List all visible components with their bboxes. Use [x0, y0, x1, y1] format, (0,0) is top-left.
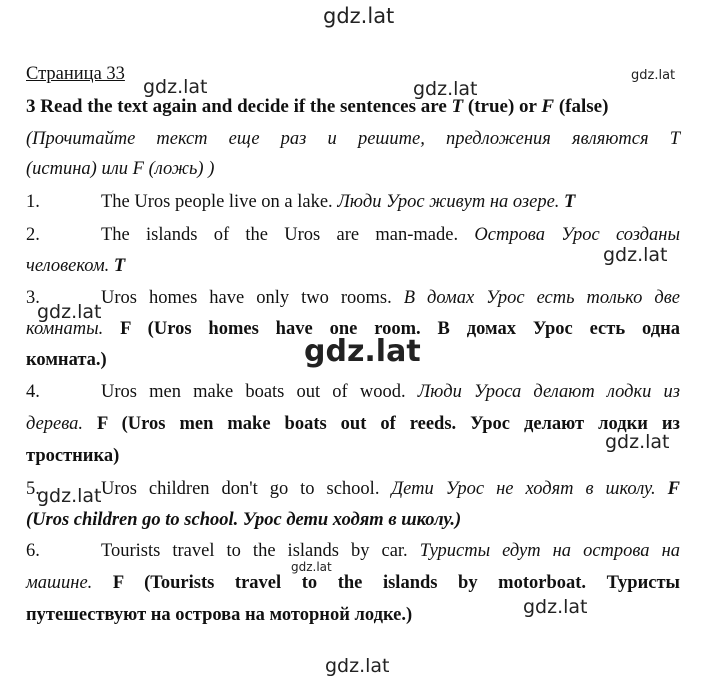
watermark: gdz.lat	[304, 334, 421, 369]
item-answer: T	[564, 192, 576, 212]
task-heading-text: 3 Read the text again and decide if the sentences are	[26, 96, 452, 117]
task-heading-text: (false)	[554, 96, 609, 117]
watermark: gdz.lat	[605, 431, 670, 453]
list-item	[26, 478, 680, 500]
watermark: gdz.lat	[323, 4, 395, 28]
item-translation: Туристы едут на острова на	[419, 541, 681, 561]
watermark: gdz.lat	[325, 655, 390, 677]
list-item	[26, 224, 680, 246]
task-translation-line: (Прочитайте текст еще раз и решите, предложения являются Т	[26, 129, 680, 149]
item-statement: The islands of the Uros are man-made.	[101, 225, 475, 245]
item-translation: Дети Урос не ходят в школу.	[391, 479, 668, 499]
item-translation: Острова Урос созданы	[474, 225, 680, 245]
task-heading	[26, 96, 680, 118]
watermark: gdz.lat	[291, 560, 332, 574]
watermark: gdz.lat	[413, 78, 478, 100]
watermark: gdz.lat	[37, 301, 102, 323]
list-item-continuation	[26, 318, 680, 340]
item-number: 2.	[26, 225, 40, 245]
task-translation-line: (истина) или F (ложь) )	[26, 159, 215, 179]
list-item-continuation	[26, 413, 680, 435]
item-statement: Uros homes have only two rooms.	[101, 288, 404, 308]
item-statement: Tourists travel to the islands by car.	[101, 541, 420, 561]
item-answer: F (Uros men make boats out of reeds. Урос делают лодки из	[97, 414, 680, 434]
item-statement: The Uros people live on a lake.	[101, 192, 338, 212]
list-item	[26, 191, 680, 213]
watermark: gdz.lat	[523, 596, 588, 618]
item-answer: F (Uros homes have one room. В домах Урос есть одна	[120, 319, 681, 339]
list-item-continuation: комната.)	[26, 350, 107, 370]
page-label-line	[26, 63, 680, 85]
item-translation: человеком.	[26, 256, 114, 276]
item-answer: T	[113, 256, 126, 276]
task-heading-text: (true) or	[463, 96, 542, 117]
watermark: gdz.lat	[37, 485, 102, 507]
item-translation: комнаты.	[26, 319, 121, 339]
item-translation: Люди Урос живут на озере.	[337, 192, 565, 212]
page-label: Страница 33	[26, 64, 125, 84]
item-statement: Uros men make boats out of wood.	[101, 382, 418, 402]
item-translation: машине.	[26, 573, 113, 593]
item-answer: F (Tourists travel to the islands by motorboat. Туристы	[112, 573, 680, 593]
list-item	[26, 381, 680, 403]
item-translation: В домах Урос есть только две	[403, 288, 680, 308]
list-item-continuation	[26, 255, 680, 277]
list-item	[26, 287, 680, 309]
list-item-continuation: (Uros children go to school. Урос дети ходят в школу.)	[26, 510, 462, 530]
list-item-continuation	[26, 572, 680, 594]
item-number: 3.	[26, 288, 40, 308]
list-item-continuation: тростника)	[26, 446, 120, 466]
list-item-continuation: путешествуют на острова на моторной лодке.)	[26, 605, 413, 625]
item-answer: F	[667, 479, 680, 499]
item-translation: дерева.	[26, 414, 98, 434]
item-translation: Люди Уроса делают лодки из	[417, 382, 680, 402]
item-number: 4.	[26, 382, 40, 402]
watermark: gdz.lat	[631, 68, 676, 83]
item-number: 6.	[26, 541, 40, 561]
item-number: 5.	[26, 479, 40, 499]
true-mark: T	[451, 96, 464, 117]
item-number: 1.	[26, 192, 40, 212]
false-mark: F	[541, 96, 555, 117]
watermark: gdz.lat	[143, 76, 208, 98]
watermark: gdz.lat	[603, 244, 668, 266]
list-item	[26, 540, 680, 562]
item-statement: Uros children don't go to school.	[101, 479, 392, 499]
